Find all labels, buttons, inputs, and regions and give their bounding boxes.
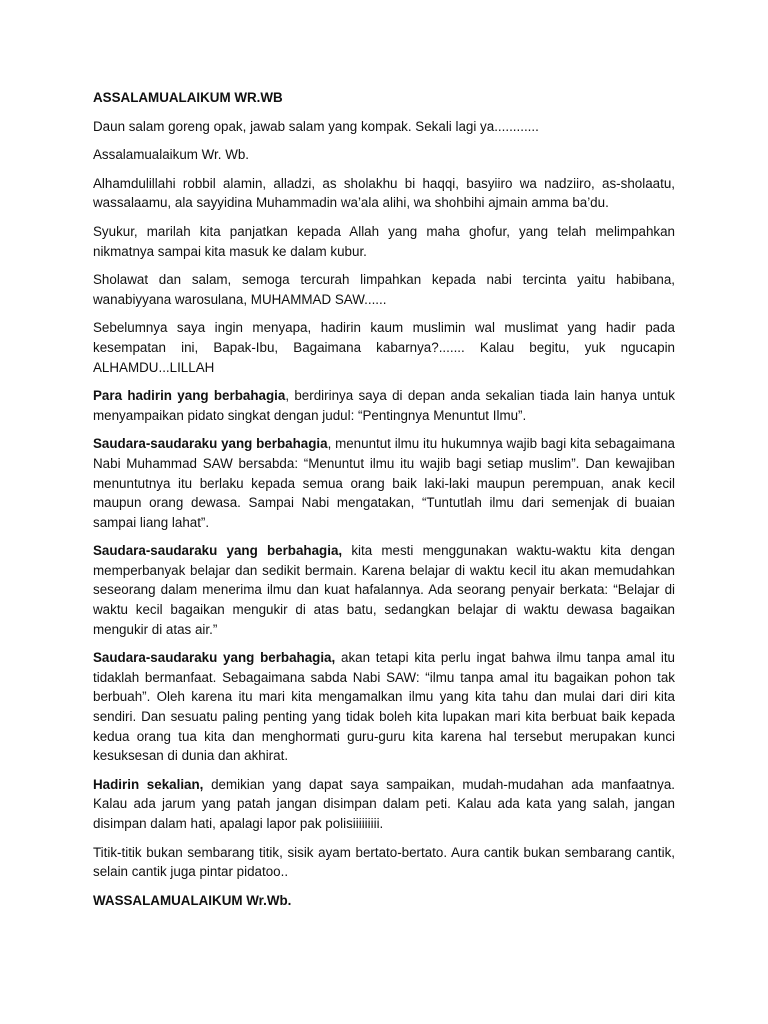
opening-pantun: Daun salam goreng opak, jawab salam yang kompak. Sekali lagi ya............ [93,118,539,134]
salam: Assalamualaikum Wr. Wb. [93,147,250,163]
closing-text: demikian yang dapat saya sampaikan, mudah-mudahan ada manfaatnya. Kalau ada jarum yang patah jangan disimpan dalam peti. Kalau ada kata yang salah, jangan disimpan dalam hati, apalagi lapor pak polisiiiiiiiii. [93,776,675,831]
document-title: ASSALAMUALAIKUM WR.WB [93,90,283,105]
sholawat-paragraph: Sholawat dan salam, semoga tercurah limpahkan kepada nabi tercinta yaitu habibana, wanabiyyana warosulana, MUHAMMAD SAW...... [93,272,675,307]
body-paragraph-1 [93,434,675,532]
body-3-text: akan tetapi kita perlu ingat bahwa ilmu tanpa amal itu tidaklah bermanfaat. Sebagaimana sabda Nabi SAW: “ilmu tanpa amal itu bagaikan pohon tak berbuah”. Oleh karena itu mari kita mengamalkan ilmu yang kita tahu dan mulai dari diri kita sendiri. Dan sesuatu paling penting yang tidak boleh kita lupakan mari kita berbuat baik kepada kedua orang tua kita dan menghormati guru-guru kita karena hal tersebut merupakan kunci kesuksesan di dunia dan akhirat. [93,650,675,764]
body-3-address: Saudara-saudaraku yang berbahagia, [93,650,336,666]
greeting-paragraph: Sebelumnya saya ingin menyapa, hadirin kaum muslimin wal muslimat yang hadir pada kesempatan ini, Bapak-Ibu, Bagaimana kabarnya?....... Kalau begitu, yuk ngucapin ALHAMDU...LILLAH [93,320,675,375]
body-1-text: , menuntut ilmu itu hukumnya wajib bagi kita sebagaimana Nabi Muhammad SAW bersabda: “Menuntut ilmu itu wajib bagi setiap muslim”. Dan kewajiban menuntutnya itu berlaku kepada semua orang baik laki-laki maupun perempuan, anak kecil maupun orang dewasa. Sampai Nabi mengatakan, “Tuntutlah ilmu dari semenjak di buaian sampai liang lahat”. [93,436,675,530]
closing-pantun: Titik-titik bukan sembarang titik, sisik ayam bertato-bertato. Aura cantik bukan sembarang cantik, selain cantik juga pintar pidatoo.. [93,844,675,880]
body-2-address: Saudara-saudaraku yang berbahagia, [93,543,343,559]
body-paragraph-2 [93,541,675,639]
body-paragraph-3 [93,648,675,766]
intro-address: Para hadirin yang berbahagia [93,388,286,404]
hamdalah-paragraph: Alhamdulillahi robbil alamin, alladzi, as sholakhu bi haqqi, basyiiro wa nadziiro, as-sholaatu, wassalaamu, ala sayyidina Muhammadin wa’ala alihi, wa shohbihi ajmain amma ba’du. [93,175,675,211]
document-closing: WASSALAMUALAIKUM Wr.Wb. [93,892,292,908]
body-2-text: kita mesti menggunakan waktu-waktu kita dengan memperbanyak belajar dan sedikit bermain. Karena belajar di waktu kecil itu akan memudahkan seseorang dalam menerima ilmu dan kuat hafalannya. Ada seorang penyair berkata: “Belajar di waktu kecil bagaikan mengukir di atas batu, sedangkan belajar di waktu dewasa bagaikan mengukir di atas air.” [93,543,675,637]
closing-paragraph [93,775,675,834]
intro-paragraph [93,386,675,425]
syukur-paragraph: Syukur, marilah kita panjatkan kepada Allah yang maha ghofur, yang telah melimpahkan nikmatnya sampai kita masuk ke dalam kubur. [93,223,675,259]
body-1-address: Saudara-saudaraku yang berbahagia [93,436,328,452]
closing-address: Hadirin sekalian, [93,776,204,792]
intro-text: , berdirinya saya di depan anda sekalian tiada lain hanya untuk menyampaikan pidato singkat dengan judul: “Pentingnya Menuntut Ilmu”. [93,388,675,423]
